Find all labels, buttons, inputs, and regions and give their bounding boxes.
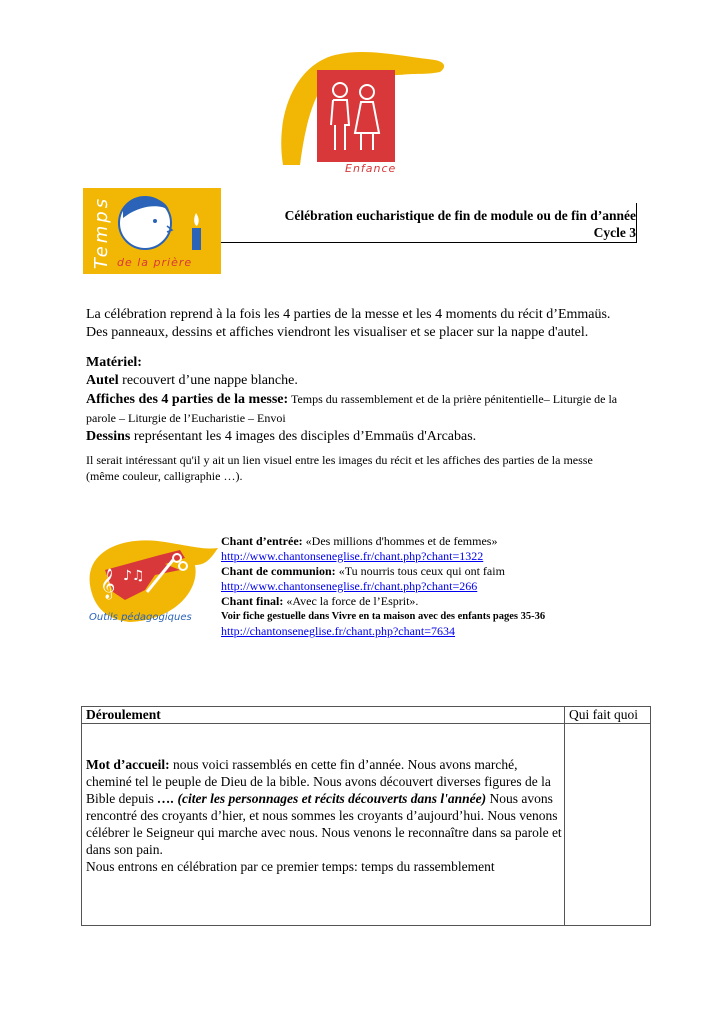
chant-communion-text: «Tu nourris tous ceux qui ont faim (335, 564, 505, 578)
materiel-heading: Matériel: (86, 355, 142, 370)
outils-pedagogiques-logo (85, 530, 220, 630)
table-cell-deroulement (86, 756, 562, 875)
mot-accueil-text1: nous voici rassemblés en cette fin d’année. Nous avons marché, cheminé tel le peuple de Dieu de la bible. Nous avons découvert diverses figures de la Bible depuis (86, 757, 551, 806)
mot-accueil-text3: Nous entrons en célébration par ce premier temps: temps du rassemblement (86, 859, 495, 874)
materiel-section (86, 354, 646, 446)
chant-final-text: «Avec la force de l’Esprit». (283, 594, 419, 608)
title-line1: Célébration eucharistique de fin de module ou de fin d’année (284, 208, 636, 223)
temps-word: Temps (91, 195, 113, 270)
table-column-divider (564, 706, 565, 926)
chant-entree-label: Chant d’entrée: (221, 534, 303, 548)
intro-line1: La célébration reprend à la fois les 4 parties de la messe et les 4 moments du récit d’Emmaüs. (86, 307, 611, 322)
table-header-divider (81, 723, 651, 724)
header-divider-horizontal (221, 242, 637, 243)
svg-text:♪♫: ♪♫ (123, 568, 145, 584)
chant-entree-link[interactable]: http://www.chantonseneglise.fr/chant.php?chant=1322 (221, 549, 484, 563)
chant-final-label: Chant final: (221, 594, 284, 608)
enfance-label: Enfance (345, 162, 397, 175)
chant-communion-label: Chant de communion: (221, 564, 336, 578)
autel-label: Autel (86, 373, 119, 388)
priere-word: de la prière (117, 256, 193, 269)
affiches-text: Temps du rassemblement et de la prière pénitentielle– Liturgie de la parole – Liturgie de l’Eucharistie – Envoi (86, 392, 618, 425)
dessins-label: Dessins (86, 429, 131, 444)
fiche-gestuelle-note: Voir fiche gestuelle dans Vivre en ta maison avec des enfants pages 35-36 (221, 611, 546, 622)
table-header-qui-fait-quoi: Qui fait quoi (569, 707, 638, 722)
chants-section (221, 534, 661, 639)
outils-label: Outils pédagogiques (89, 612, 192, 623)
header-divider-vertical (636, 203, 637, 243)
intro-paragraph (86, 306, 646, 342)
mot-accueil-italic: …. (citer les personnages et récits découverts dans l'année) (157, 791, 487, 806)
autel-text: recouvert d’une nappe blanche. (118, 373, 298, 388)
affiches-label: Affiches des 4 parties de la messe: (86, 392, 289, 407)
title-line2: Cycle 3 (593, 225, 636, 240)
mot-accueil-label: Mot d’accueil: (86, 757, 170, 772)
chant-communion-link[interactable]: http://www.chantonseneglise.fr/chant.php?chant=266 (221, 579, 478, 593)
note-paragraph: Il serait intéressant qu'il y ait un lien visuel entre les images du récit et les affiches des parties de la messe (même couleur, calligraphie …). (86, 453, 593, 483)
temps-de-la-priere-logo (83, 188, 221, 274)
page-title (240, 207, 636, 241)
enfance-logo (275, 45, 450, 180)
dessins-text: représentant les 4 images des disciples d’Emmaüs d'Arcabas. (130, 429, 477, 444)
mot-accueil-text2: Nous avons rencontré des croyants d’hier, et nous sommes les croyants d’aujourd’hui. Nous venons célébrer le Seigneur qui marche avec nous. Nous venons le reconnaître dans sa parole et dans son pain. (86, 791, 562, 857)
intro-line2: Des panneaux, dessins et affiches viendront les visualiser et se placer sur la nappe d'autel. (86, 325, 589, 340)
svg-text:𝄞: 𝄞 (100, 569, 116, 599)
chant-final-link[interactable]: http://chantonseneglise.fr/chant.php?chant=7634 (221, 624, 456, 638)
chant-entree-text: «Des millions d'hommes et de femmes» (302, 534, 498, 548)
table-header-deroulement: Déroulement (86, 707, 161, 722)
